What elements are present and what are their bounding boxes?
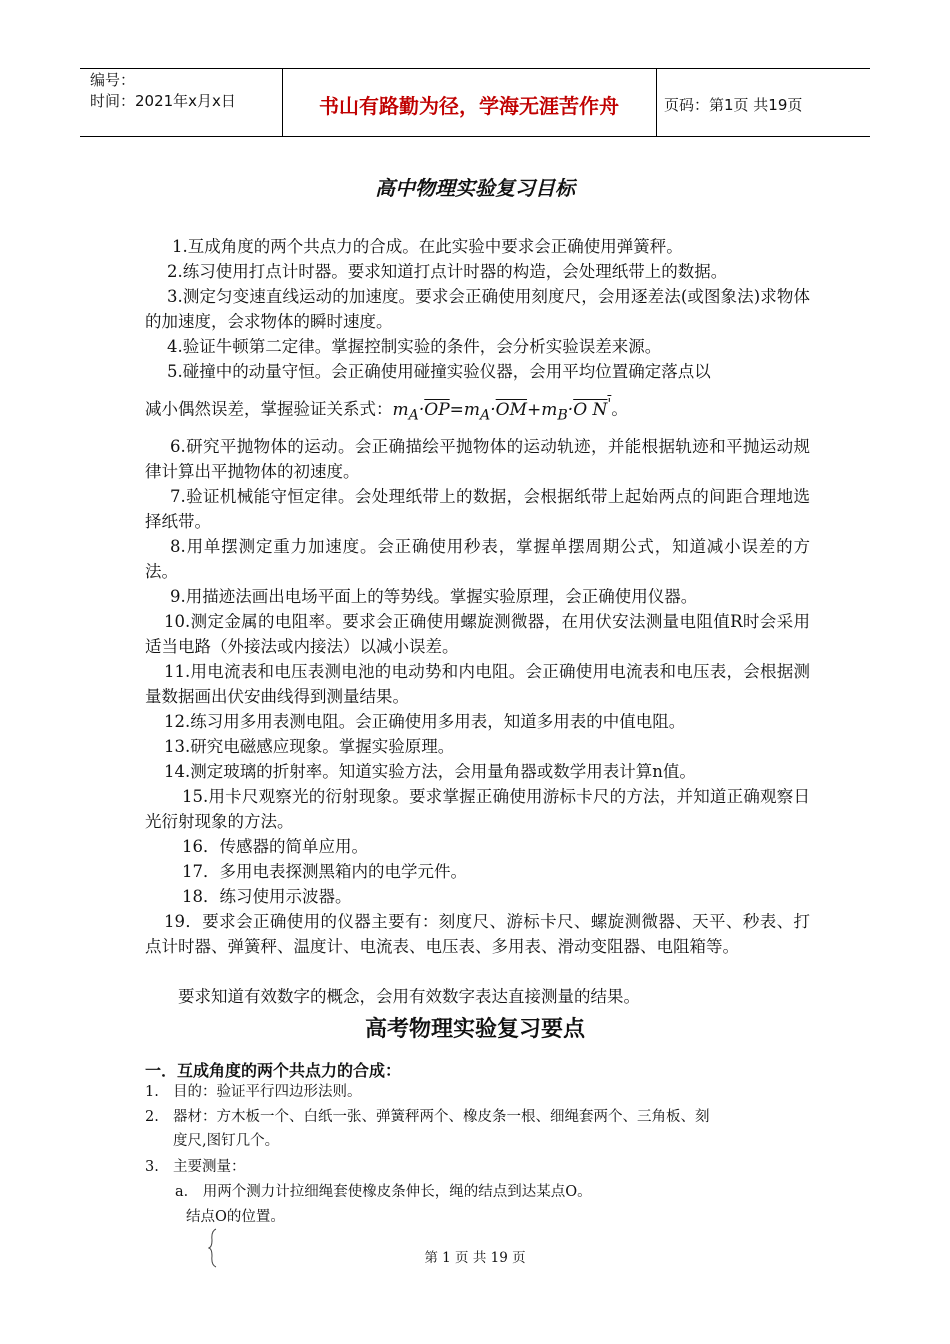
header-date: 时间：2021年x月x日 bbox=[90, 92, 236, 110]
objective-12: 12.练习用多用表测电阻。会正确使用多用表，知道多用表的中值电阻。 bbox=[164, 712, 686, 731]
header-top-rule bbox=[80, 68, 870, 69]
objective-5: 5.碰撞中的动量守恒。会正确使用碰撞实验仪器，会用平均位置确定落点以 bbox=[167, 362, 711, 381]
formula-line bbox=[145, 392, 628, 428]
section-1-heading: 一．互成角度的两个共点力的合成： bbox=[145, 1061, 402, 1080]
header-page-number: 页码：第1页 共19页 bbox=[664, 96, 803, 114]
list-item: 3. 主要测量： bbox=[145, 1159, 246, 1175]
objective-10: 10.测定金属的电阻率。要求会正确使用螺旋测微器，在用伏安法测量电阻值R时会采用适当电路（外接法或内接法）以减小误差。 bbox=[145, 612, 810, 656]
objective-6: 6.研究平抛物体的运动。会正确描绘平抛物体的运动轨迹，并能根据轨迹和平抛运动规律计算出平抛物体的初速度。 bbox=[145, 437, 810, 481]
objective-15: 15.用卡尺观察光的衍射现象。要求掌握正确使用游标卡尺的方法，并知道正确观察日光衍射现象的方法。 bbox=[145, 787, 810, 831]
objective-7: 7.验证机械能守恒定律。会处理纸带上的数据，会根据纸带上起始两点的间距合理地选择纸带。 bbox=[145, 487, 810, 531]
list-item: 1. 目的：验证平行四边形法则。 bbox=[145, 1084, 362, 1100]
page-footer: 第 1 页 共 19 页 bbox=[424, 1250, 526, 1266]
objective-18: 18．练习使用示波器。 bbox=[182, 887, 352, 906]
sub-item-a-continued: 结点O的位置。 bbox=[186, 1209, 285, 1225]
sub-item-a: a． 用两个测力计拉细绳套使橡皮条伸长，绳的结点到达某点O。 bbox=[175, 1184, 592, 1200]
objective-1: 1.互成角度的两个共点力的合成。在此实验中要求会正确使用弹簧秤。 bbox=[172, 237, 683, 256]
header-motto: 书山有路勤为径，学海无涯苦作舟 bbox=[319, 94, 619, 118]
header-number: 编号： bbox=[90, 71, 136, 89]
objective-2: 2.练习使用打点计时器。要求知道打点计时器的构造，会处理纸带上的数据。 bbox=[167, 262, 728, 281]
objective-13: 13.研究电磁感应现象。掌握实验原理。 bbox=[164, 737, 455, 756]
objective-note: 要求知道有效数字的概念，会用有效数字表达直接测量的结果。 bbox=[178, 987, 640, 1006]
objective-3: 3.测定匀变速直线运动的加速度。要求会正确使用刻度尺，会用逐差法(或图象法)求物体的加速度，会求物体的瞬时速度。 bbox=[145, 287, 810, 331]
list-item: 2. 器材：方木板一个、白纸一张、弹簧秤两个、橡皮条一根、细绳套两个、三角板、刻 bbox=[145, 1109, 710, 1125]
objective-17: 17．多用电表探测黑箱内的电学元件。 bbox=[182, 862, 467, 881]
header-divider-1 bbox=[282, 68, 283, 136]
objective-8: 8.用单摆测定重力加速度。会正确使用秒表，掌握单摆周期公式，知道减小误差的方法。 bbox=[145, 537, 810, 581]
header-meta bbox=[90, 70, 236, 112]
objective-14: 14.测定玻璃的折射率。知道实验方法，会用量角器或数学用表计算n值。 bbox=[164, 762, 696, 781]
document-title: 高中物理实验复习目标 bbox=[375, 176, 575, 200]
formula-suffix: 。 bbox=[611, 399, 628, 419]
list-item-continued: 度尺,图钉几个。 bbox=[173, 1133, 280, 1149]
section-title: 高考物理实验复习要点 bbox=[364, 1016, 585, 1042]
header-divider-2 bbox=[656, 68, 657, 136]
objective-9: 9.用描迹法画出电场平面上的等势线。掌握实验原理，会正确使用仪器。 bbox=[170, 587, 698, 606]
objective-4: 4.验证牛顿第二定律。掌握控制实验的条件，会分析实验误差来源。 bbox=[167, 337, 662, 356]
formula-prefix: 减小偶然误差，掌握验证关系式： bbox=[145, 399, 393, 419]
objective-19: 19．要求会正确使用的仪器主要有：刻度尺、游标卡尺、螺旋测微器、天平、秒表、打点计时器、弹簧秤、温度计、电流表、电压表、多用表、滑动变阻器、电阻箱等。 bbox=[145, 912, 810, 956]
objective-16: 16．传感器的简单应用。 bbox=[182, 837, 368, 856]
objective-11: 11.用电流表和电压表测电池的电动势和内电阻。会正确使用电流表和电压表，会根据测量数据画出伏安曲线得到测量结果。 bbox=[145, 662, 810, 706]
momentum-formula: $m_A\cdot\overline{OP}=m_A\cdot\overline{OM}+m_B\cdot O$ N' bbox=[392, 396, 612, 424]
header-bottom-rule bbox=[80, 136, 870, 137]
